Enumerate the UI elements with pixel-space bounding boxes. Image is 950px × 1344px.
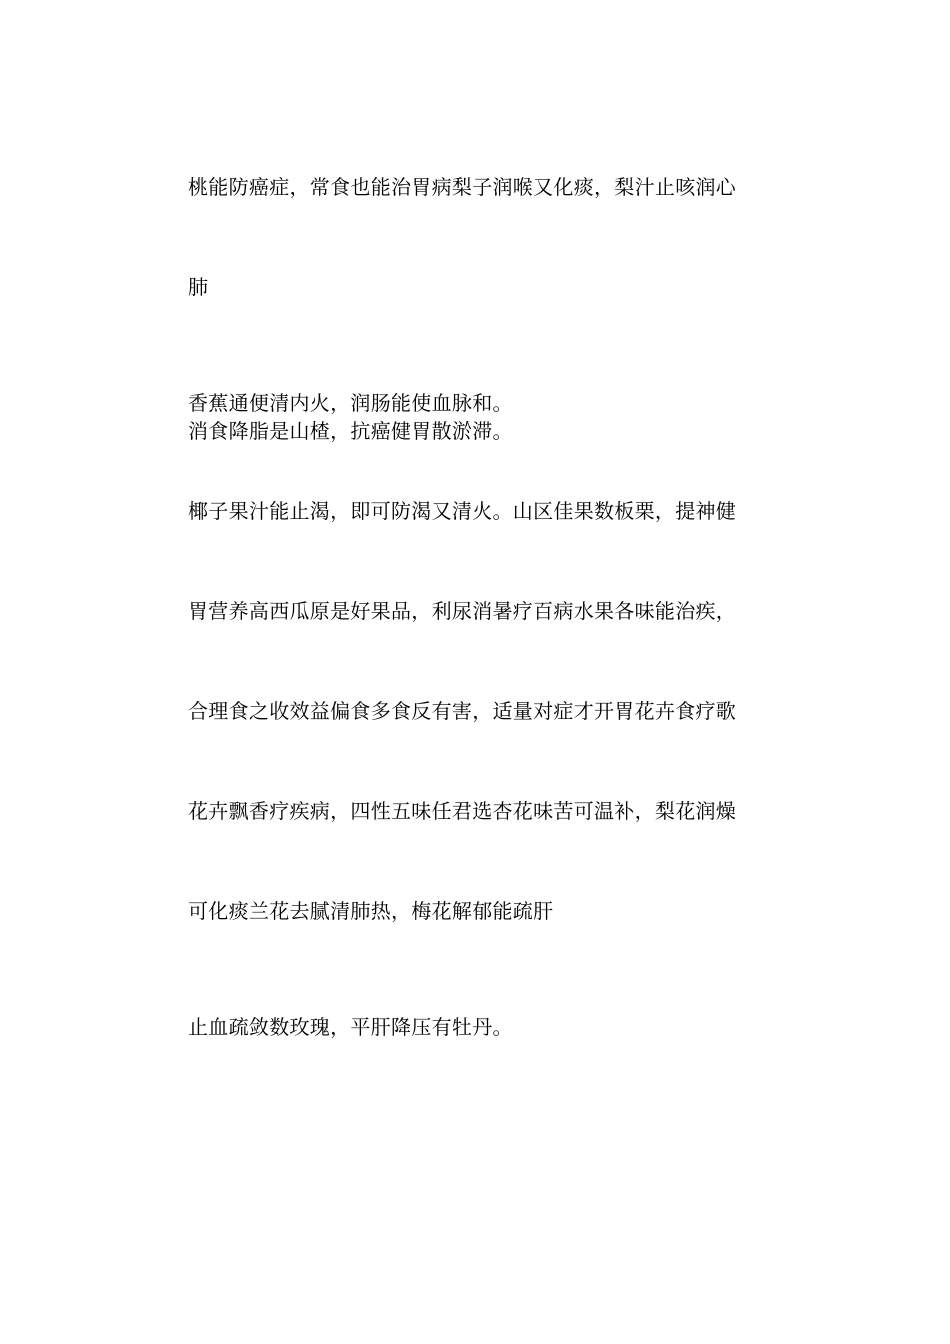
text-line: 肺: [188, 275, 209, 299]
text-line: 合理食之收效益偏食多食反有害，适量对症才开胃花卉食疗歌: [188, 699, 737, 723]
text-line: 花卉飘香疗疾病，四性五味任君选杏花味苦可温补，梨花润燥: [188, 799, 737, 823]
text-line: 椰子果汁能止渴，即可防渴又清火。山区佳果数板栗，提神健: [188, 499, 737, 523]
text-line: 胃营养高西瓜原是好果品，利尿消暑疗百病水果各味能治疾，: [188, 599, 737, 623]
text-line: 桃能防癌症，常食也能治胃病梨子润喉又化痰，梨汁止咳润心: [188, 175, 737, 199]
text-line: 香蕉通便清内火，润肠能使血脉和。: [188, 391, 513, 415]
text-line: 可化痰兰花去腻清肺热，梅花解郁能疏肝: [188, 899, 554, 923]
text-line: 消食降脂是山楂，抗癌健胃散淤滞。: [188, 419, 513, 443]
text-line: 止血疏敛数玫瑰，平肝降压有牡丹。: [188, 1015, 513, 1039]
